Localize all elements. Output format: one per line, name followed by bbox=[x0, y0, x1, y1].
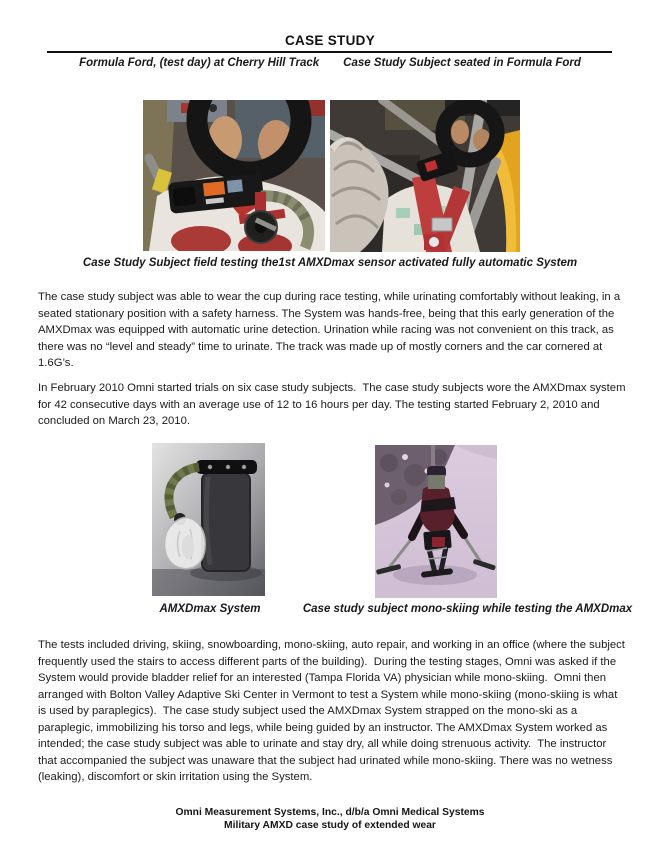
footer-company-line: Omni Measurement Systems, Inc., d/b/a Omni Medical Systems bbox=[175, 807, 485, 818]
photo-row2-caption-left: AMXDmax System bbox=[159, 603, 261, 615]
photo-row2-caption-right: Case study subject mono-skiing while testing the AMXDmax bbox=[302, 603, 633, 615]
page-title: CASE STUDY bbox=[284, 33, 375, 48]
cockpit-lap-device-photo bbox=[143, 100, 325, 251]
subject-seated-cockpit-photo bbox=[330, 100, 520, 252]
page-footer bbox=[0, 807, 660, 832]
title-divider bbox=[47, 51, 612, 53]
amxdmax-system-illustration bbox=[152, 443, 265, 596]
caption-subject-seated: Case Study Subject seated in Formula Ford bbox=[343, 57, 581, 69]
caption-formula-ford: Formula Ford, (test day) at Cherry Hill Track bbox=[79, 57, 320, 69]
paragraph-race-testing: The case study subject was able to wear the cup during race testing, while urinating comfortably without leaking, in a seated stationary position with a safety harness. The System was hands-free, being that this early generation of the AMXDmax was equipped with automatic urine detection. Urination while racing was not convenient on this track, as there was no “level and steady” time to urinate. The track was made up of mostly corners and the car cornered at 1.6G’s. bbox=[38, 291, 624, 369]
subject-seated-cockpit-illustration bbox=[330, 100, 520, 252]
paragraph-tests-summary: The tests included driving, skiing, snowboarding, mono-skiing, auto repair, and working in an office (where the subject frequently used the stairs to access different parts of the building). During the testing stages, Omni was asked if the System would provide bladder relief for an interested (Tampa Florida VA) physician while mono-skiing. Omni then arranged with Bolton Valley Adaptive Ski Center in Vermont to test a System while mono-skiing (mono-skiing is what is used by paraplegics). The case study subject used the AMXDmax System strapped on the mono-ski as a paraplegic, immobilizing his torso and legs, while being guided by an instructor. The AMXDmax System worked as intended; the case study subject was able to urinate and stay dry, all while doing strenuous activity. The instructor that accompanied the subject was unaware that the subject had urinated while mono-skiing. There was no wetness (leaking), discomfort or skin irritation using the System. bbox=[38, 639, 629, 783]
mono-skiing-photo bbox=[375, 445, 497, 598]
photo-row1-caption: Case Study Subject field testing the1st AMXDmax sensor activated fully automatic System bbox=[82, 257, 578, 269]
top-caption-row bbox=[0, 57, 660, 69]
amxdmax-system-photo bbox=[152, 443, 265, 596]
cockpit-lap-device-illustration bbox=[143, 100, 325, 251]
paragraph-trials: In February 2010 Omni started trials on six case study subjects. The case study subjects wore the AMXDmax system for 42 consecutive days with an average use of 12 to 16 hours per day. The testing started February 2, 2010 and concluded on March 23, 2010. bbox=[38, 382, 629, 427]
footer-study-line: Military AMXD case study of extended wear bbox=[224, 819, 436, 831]
mono-skiing-illustration bbox=[375, 445, 497, 598]
